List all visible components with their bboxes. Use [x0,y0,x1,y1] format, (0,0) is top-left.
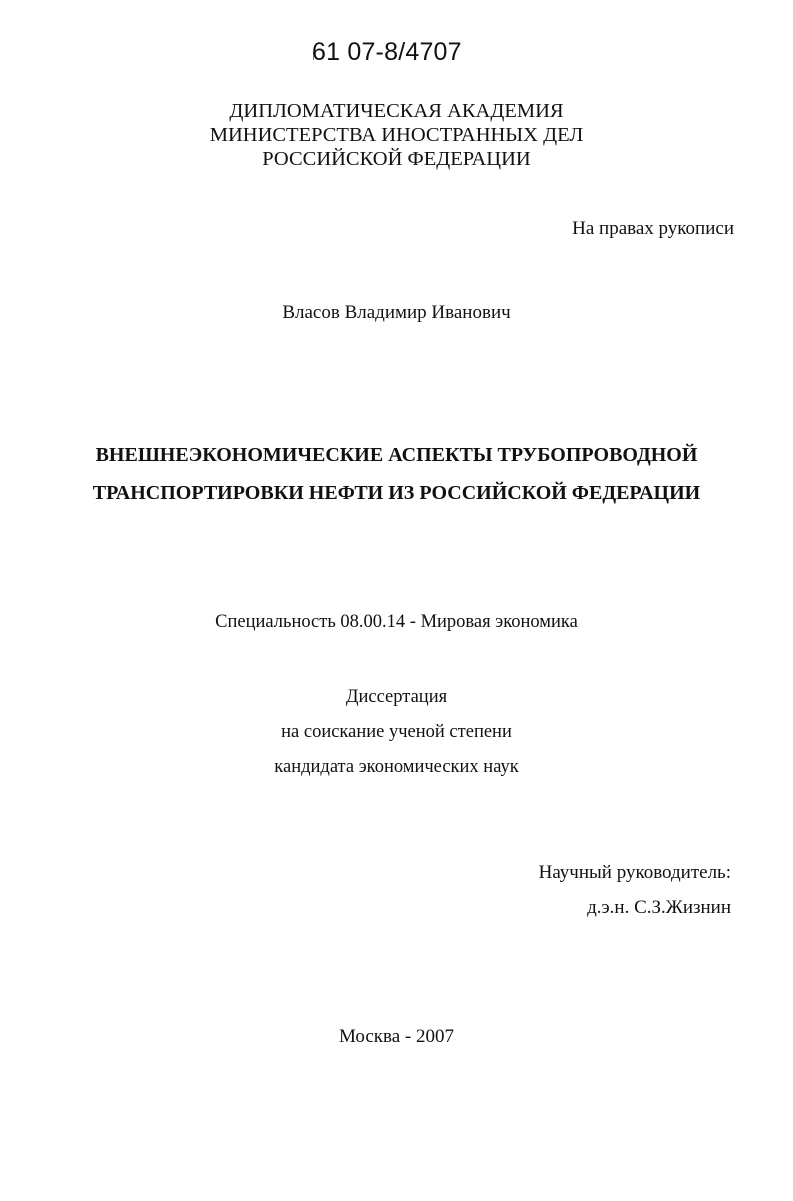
degree-line: Диссертация [345,687,448,707]
title-line: ТРАНСПОРТИРОВКИ НЕФТИ ИЗ РОССИЙСКОЙ ФЕДЕРАЦИИ [92,482,701,504]
institution-line: ДИПЛОМАТИЧЕСКАЯ АКАДЕМИЯ [229,100,564,122]
author-name: Власов Владимир Иванович [282,302,511,323]
dissertation-title [0,436,793,512]
advisor-name: д.э.н. С.З.Жизнин [587,897,731,918]
specialty-line: Специальность 08.00.14 - Мировая экономика [215,612,578,632]
degree-line: кандидата экономических наук [274,757,519,777]
title-line: ВНЕШНЕЭКОНОМИЧЕСКИЕ АСПЕКТЫ ТРУБОПРОВОДНОЙ [95,444,698,466]
degree-line: на соискание ученой степени [281,722,512,742]
degree-block [0,680,793,785]
city-year: Москва - 2007 [338,1026,455,1047]
manuscript-note: На правах рукописи [572,218,734,239]
archive-stamp-number: 61 07-8/4707 [312,38,462,66]
institution-block [0,99,793,171]
advisor-label: Научный руководитель: [538,862,731,883]
advisor-block [539,855,731,925]
institution-line: РОССИЙСКОЙ ФЕДЕРАЦИИ [262,148,531,170]
institution-line: МИНИСТЕРСТВА ИНОСТРАННЫХ ДЕЛ [209,124,584,146]
